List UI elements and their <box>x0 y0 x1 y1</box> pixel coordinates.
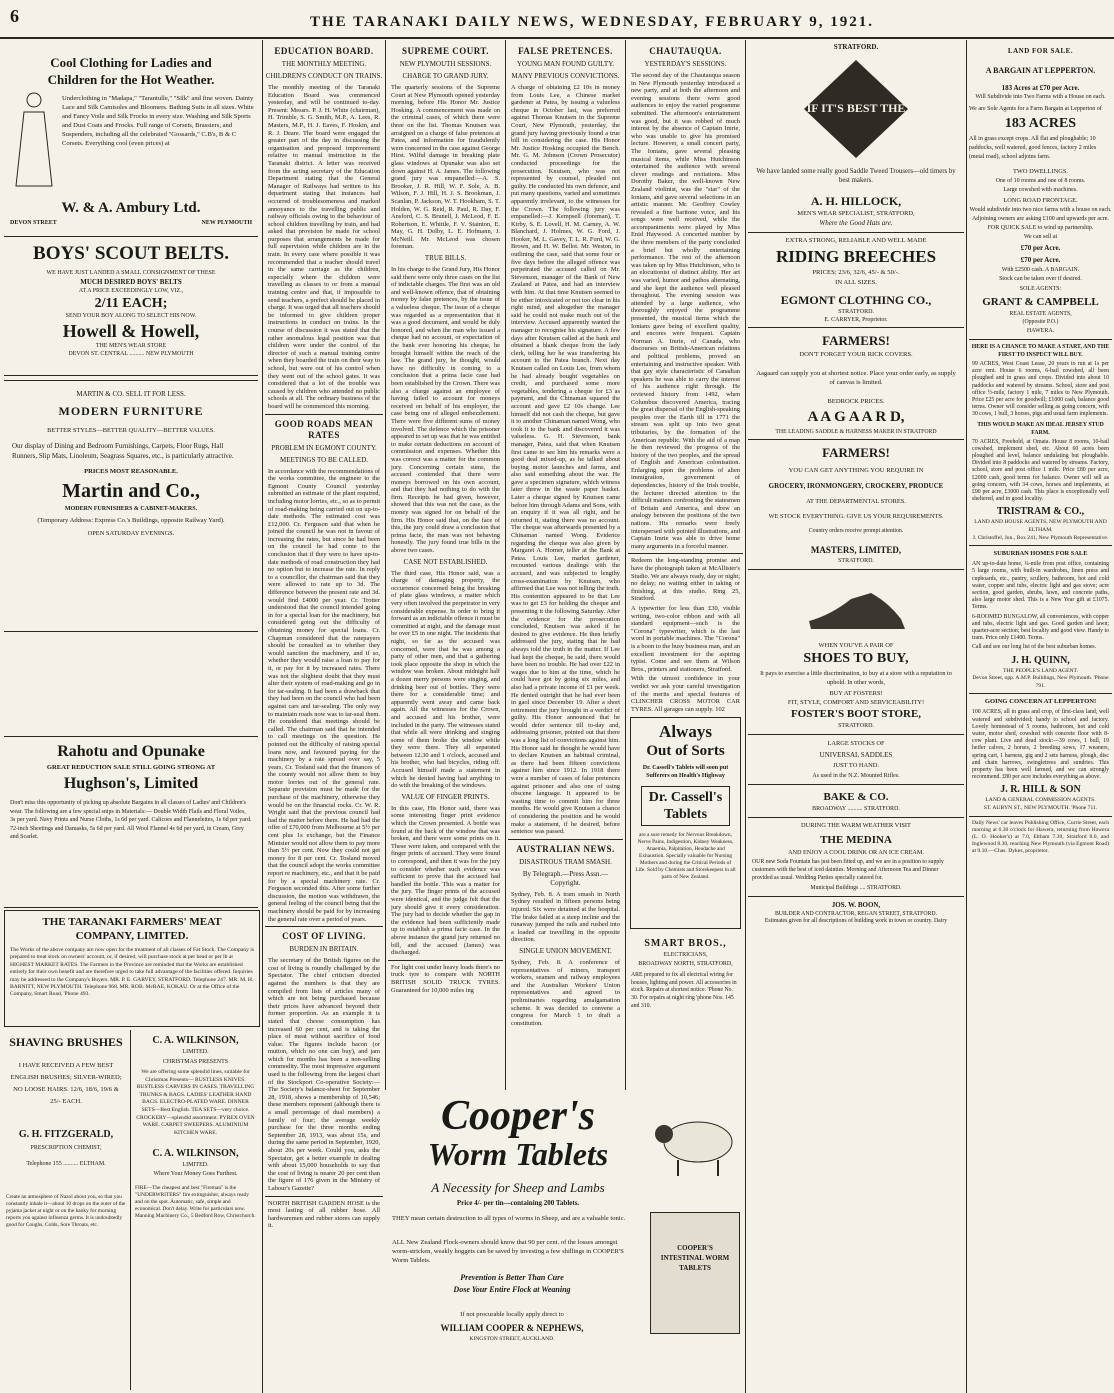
masters-items: GROCERY, IRONMONGERY, CROCKERY, PRODUCE <box>768 481 944 490</box>
quinn-ad <box>969 549 1112 690</box>
lepperton-headline: A BARGAIN AT LEPPERTON. <box>985 66 1096 75</box>
hill-text: 100 ACRES, all in grass and crop, of first-class land, well watered and subdivided; handy to school and factory. Lovely homestead of 5 rooms, bathroom, hot and cold water, motor shed, cowshed with concrete floor with 8-cow plant. Live and dead stock:—39 cows, 1 bull, 19 heifer calves, 2 horses, 2 breeding sows, 17 weaners, spring cart, 1 harness, gig and 2 sets harness, plough, disc and chain harrows, swingletrees and sundries. This property has been well farmed, and we can strongly recommend. £80 per acre includes everything as above. <box>972 709 1109 781</box>
column-6 <box>748 42 964 1390</box>
egmont-city: STRATFORD. <box>838 308 874 315</box>
tyres-ad: For light cost under heavy loads there's no truck tyre to compare with NORTH BRITISH SOLID TRUCK TYRES. Guaranteed for 10,000 miles ing <box>391 963 500 994</box>
shoe-illustration <box>801 579 911 639</box>
fitzgerald-ad <box>4 1030 128 1390</box>
egmont-ad <box>748 236 964 324</box>
column-rule <box>745 40 746 1393</box>
news-car-notice: Daily News' car leaves Publishing Office, Currie Street, each morning at 6.30 o'clock for Hawera, returning from Hawera (L. O. Hooker's) at 7.0, Eltham 7.30, Stratford 8.0, and Inglewood 8.30, reaching New Plymouth (via Egmont Road) at 9.10.—Chas. Dykes, proprietor. <box>972 819 1109 854</box>
wilkinson-text: We are offering some splendid lines, suitable for Christmas Presents— RUSTLESS KNIVES. RUSTLESS CARVERS IN CASES. TRAVELLING TRUNKS & BAGS. LADIES' LEATHER HAND BAGS. ELECTRO-PLATED WARE. DINNER SETS—Best English. TEA SETS—very choice. CROCKERY—splendid assortment. PYREX OVEN WARE. CARPET SWEEPERS. ALUMINIUM KITCHEN WARE. <box>136 1069 255 1136</box>
wilkinson-tagline: Where Your Money Goes Furthest. <box>153 1171 238 1178</box>
meat-company-text: The Works of the above company are now open for the treatment of all classes of Fat Stock. The Company is prepared to treat stock on owners' account, or, if desired, will purchase stock at per head or per lb at HIGHEST MARKET RATES. The Farmers in the Province are reminded that the Works are established entirely for their own benefit and are therefore urged to take full advantage of the facilities offered. Inquiries may be addressed to the Company's Buyers. MR. P. E. GARVEY, STRATFORD. Telephone 247. MR. M. H. BARNITT, NEW PLYMOUTH. Telephone 968. MR. ROB. McRAE, KOKAU. Or at the Office of the Company, Smart Road, 'Phone 493. <box>10 947 255 998</box>
quinn-text-2: 6-ROOMED BUNGALOW, all conveniences, with copper and tubs, electric light and gas. Good garden and lawn; quarter-acre section; best locality and good view. Handy to tram. Price only £1400. Terms. <box>972 613 1109 642</box>
tristram-address: J. Christoffel, Jun., Box 241, New Plymouth Representative. <box>972 534 1109 541</box>
tristram-ad <box>969 343 1112 542</box>
lepperton-line-9: We can sell at <box>1023 234 1058 240</box>
chautauqua-body: The second day of the Chautauqua season in New Plymouth yesterday introduced a new party, and at both the afternoon and evening sessions there were good audiences to enjoy the varied programme submitted. The afternoon's entertainment was good, but it was robbed of much interest by the absence of Captain Imrie, who was unable to give his promised lecture. However, a small concert party, The Ionians, gave several pleasing musical items, while Miss Hutchinson entertained the audience with several clever readings and recitations. Miss Dorothy Baker, the well-known New Zealand violinist, was the "star" of the Ionians, and gave several selections in an artistic manner. Mr. Geoffrey Cowley revealed a fine baritone voice, and his songs were well received, while the accompaniments were played by Miss Enid Haywood. A concerted number by the three members of the party concluded a brief but wholly entertaining performance. The rest of the afternoon was taken up by Miss Hutchinson, who is an elocutionist of distinct ability. Her art was varied, humor and pathos alternating, and she kept the audience well pleased throughout. The evening session was attended by a large audience, who thoroughly enjoyed the programme presented, the musical items which the Ionians gave being of excellent quality, and encores were frequent. Captain Norman A. Imrie, of Canada, who discourses on British-American relations and political problems, proved an entertaining and instructive speaker. With that gay style characteristic of Canadian speakers he was able to carry the interest of his audience right through. He reviewed history from 1492, when Columbus discovered America, tracing the great dispersal of the English-speaking peoples over the Earth till in 1771 the stream was split up into two great tributaries, by the formation of the American republic. With the aid of a map he then reviewed the progress of the history of the two peoples, and the spread of English and American colonisation. Enlarging upon the problems of alien immigration, government of dependencies, history of the Irish trouble, the lecturer directed attention to the difficult matters confronting the statesmen of Britain and America, and drew an analogy between the positions of the two nations. His remarks were freely interspersed with pointed illustrations, and Captain Imrie was able to drive home many arguments in a forceful manner. <box>631 72 740 550</box>
cost-headline: COST OF LIVING. <box>282 931 366 942</box>
tristram-headline-2: THIS WOULD MAKE AN IDEAL JERSEY STUD FARM. <box>977 421 1104 436</box>
column-7 <box>969 42 1112 1390</box>
cassell-headline-1: Always <box>659 722 712 742</box>
quinn-headline: SUBURBAN HOMES FOR SALE <box>993 550 1088 558</box>
grant-campbell-sub: REAL ESTATE AGENTS, <box>1009 311 1072 317</box>
hillock-tagline: Where the Good Hats are. <box>819 218 893 227</box>
divider <box>748 569 964 570</box>
fitzgerald-headline: SHAVING BRUSHES <box>9 1035 123 1049</box>
roads-headline: GOOD ROADS MEAN RATES <box>274 418 374 440</box>
foster-line-1: BUY AT FOSTERS! <box>829 690 883 698</box>
masthead <box>0 0 1114 38</box>
column-5 <box>628 42 743 1088</box>
howell-ad <box>4 236 258 376</box>
coopers-tin-box <box>650 1212 740 1334</box>
masters-h1: FARMERS! <box>822 444 890 460</box>
wilkinson-heading: CHRISTMAS PRESENTS <box>162 1059 229 1065</box>
saddles-line-2: UNIVERSAL SADDLES <box>819 751 893 760</box>
egmont-line: EXTRA STRONG, RELIABLE AND WELL MADE <box>785 236 927 244</box>
divider <box>748 817 964 818</box>
foster-headline: SHOES TO BUY, <box>803 651 909 667</box>
lepperton-line-11: Stock can be taken over if desired. <box>999 276 1082 282</box>
medina-line-2: AND ENJOY A COOL DRINK OR AN ICE CREAM. <box>788 849 924 857</box>
wilkinson-footer: FIRE—The cheapest and best "Fireman" is the "UNDERWRITERS" fire extinguisher, always ready and on the spot. Automatic, safe, simple and economical. Don't delay. Write for particulars now. Manning Machinery Co., 5 Bedford Row, Christchurch. <box>135 1185 256 1220</box>
tristram-text-2: 70 ACRES, Freehold, at Omata. House 8 rooms, 10-bail cowshed, implement shed, etc. About 60 acres been ploughed and level, balance undulating but ploughable. Divided into 8 paddocks and watered by streams. Factory, school, store and post office 1 mile. Price £80 per acre, £2000 cash, good terms for balance. Owner will sell as going concern, with 34 cows, horses and implements, at £90 per acre, £3000 cash. This place is exceptionally well sheltered, and in good locality. <box>972 438 1109 503</box>
studio-ad: Redeem the long-standing promise and have the photograph taken at McAllister's Studio. We are always ready, day or night; no delay; no waiting either in taking or finishing, at this studio. Ring 25, Stratford. <box>631 557 740 603</box>
divider <box>748 734 964 735</box>
lepperton-line-8: FOR QUICK SALE to wind up partnership. <box>987 225 1094 231</box>
howell-line1: WE HAVE JUST LANDED A SMALL CONSIGNMENT OF THESE <box>46 270 216 276</box>
meat-company-headline: THE TARANAKI FARMERS' MEAT COMPANY, LIMITED. <box>42 916 222 942</box>
aagaard-h1: FARMERS! <box>822 332 890 348</box>
clincher-ad: With the utmost confidence in your verdict we ask your careful investigation of the merits and special features of CLINCHER CROSS MOTOR CAR TYRES. All garages can supply. 102 <box>631 675 740 713</box>
grant-campbell-city: HAWERA. <box>1026 328 1055 334</box>
aagaard-text: Aagaard can supply you at shortest notice. Place your order early, as supply of canvas is limited. <box>756 369 956 386</box>
lepperton-line-10: With £2500 cash. A BARGAIN. <box>1001 267 1080 273</box>
hughson-firm: Hughson's, Limited <box>63 775 199 792</box>
howell-line3: AT A PRICE EXCEEDINGLY LOW, VIZ., <box>78 288 184 294</box>
wilkinson-firm-2: C. A. WILKINSON, <box>152 1148 239 1160</box>
ambury-firm: W. & A. Ambury Ltd. <box>61 200 201 216</box>
tristram-headline: HERE IS A CHANCE TO MAKE A START, AND THE FIRST TO INSPECT WILL BUY. <box>971 344 1110 358</box>
coopers-price: Price 4/- per tin—containing 200 Tablets. <box>456 1199 580 1207</box>
smart-text: ARE prepared to fix all electrical wiring for houses, lighting and power. All accessories in stock. Repairs at shortest notice. 'Phone No. 30. For repairs at night ring 'phone Nos. 145 and 310. <box>631 972 737 1009</box>
coopers-footer: If not procurable locally apply direct to <box>460 1311 564 1318</box>
masters-city: STRATFORD. <box>838 557 874 564</box>
smart-sub: ELECTRICIANS, <box>663 952 708 959</box>
egmont-proprietor: E. CARRYER, Proprietor. <box>824 316 888 323</box>
sheep-illustration <box>650 1102 740 1182</box>
fitzgerald-footer: Create an atmosphere of Nazol about you, so that you constantly inhale it—about 10 drops on the outer of the pyjama jacket at night or on the hanky for morning reports you against influenza germs. It is undoubtedly good for Coughs, Colds, Sore Throats, etc. <box>6 1194 126 1228</box>
lepperton-text: All in grass except crops. All flat and ploughable; 10 paddocks, well watered, good fences, factory 2 miles (metal road), school adjoins farm. <box>969 136 1097 160</box>
bake-firm: BAKE & CO. <box>823 791 889 804</box>
foster-text-2: It pays to exercise a little discrimination, to buy at a store with a reputation to uphold. In other words, <box>760 670 952 686</box>
lepperton-heading-3: LONG ROAD FRONTAGE. <box>1003 197 1078 204</box>
ambury-headline: Cool Clothing for Ladies and Children for the Hot Weather. <box>47 55 215 87</box>
lepperton-line-6: Would subdivide into two nice farms with a house on each. <box>969 207 1112 213</box>
newspaper-title: THE TARANAKI DAILY NEWS, WEDNESDAY, FEBRUARY 9, 1921. <box>310 14 875 30</box>
masters-firm: MASTERS, LIMITED, <box>810 544 902 555</box>
foster-text: WHEN YOU'VE A PAIR OF <box>818 642 894 650</box>
howell-firm: Howell & Howell, <box>62 321 200 341</box>
column-rule <box>130 1030 131 1390</box>
court-sub3: TRUE BILLS. <box>424 254 467 263</box>
coopers-slogan-1: Prevention is Better Than Cure <box>460 1273 564 1282</box>
divider <box>265 1196 383 1197</box>
medina-address: Municipal Buildings .... STRATFORD. <box>810 885 902 892</box>
court-body3: The third case, His Honor said, was a charge of damaging property, the occurrence concerned being the breaking of plate glass windows, a matter which very often involved the perpetrator in very considerable expense. In order to bring it forward as an indictable offence it must be committed at night, and the damage must be over £5 in one night. The incidents that night, so far as the accused was concerned, were that he was among a party of other men, and that a gathering took place opposite the shop in which the window was broken. About midnight half a dozen merry persons were singing, and drinking beer out of bottles. They were there for a considerable time; and apparently went away and came back again. All the witnesses for the Crown, and accused and his brother, were included in the party. The witnesses stated that while all were drinking and singing some of them broke the window while they were there. They all separated between 12.30 and 1 o'clock, accused and his brother, who had bicycles, riding off. Accused himself made a statement in which he denied having had anything to do with the breaking of the windows. <box>391 569 501 790</box>
education-sub1: THE MONTHLY MEETING. <box>281 60 367 68</box>
hillock-firm: A. H. HILLOCK, <box>810 193 902 208</box>
divider <box>628 553 743 554</box>
masters-line: YOU CAN GET ANYTHING YOU REQUIRE IN <box>788 466 924 474</box>
cassell-line: Dr. Cassell's Tablets will soon put Sufferers on Health's Highway <box>642 765 729 780</box>
saddles-line-3: JUST TO HAND. <box>833 762 879 770</box>
martin-open: OPEN SATURDAY EVENINGS. <box>87 530 175 537</box>
lepperton-line-7: Adjoining owners are asking £100 and upwards per acre. <box>972 216 1109 222</box>
diamond-sign-icon <box>796 54 916 164</box>
sign-text: IF IT'S BEST THE <box>806 101 906 115</box>
lepperton-line-5: Large cowshed with machines. <box>1003 187 1078 193</box>
court-sub5: VALUE OF FINGER PRINTS. <box>401 792 490 801</box>
divider <box>388 960 503 961</box>
divider <box>748 232 964 233</box>
quinn-address: Devon Street, opp. A.M.P. Buildings, New Plymouth. 'Phone 791. <box>972 675 1109 689</box>
court-sub1: NEW PLYMOUTH SESSIONS. <box>399 60 492 68</box>
hughson-text: Don't miss this opportunity of picking up absolute Bargains in all classes of Ladies' and Children's wear. The following are a few special snips in Materials:— Double Width Flails and Floral Voiles, 3s per yard. Navy Prints and Nurse Cloths, 1s 6d per yard. Calicoes and Flannelettes, 1s 6d per yard. 72-inch Sheetings and Damasks, 5s 6d per yard. All Wool Flannel 4s 6d per yard, in Cream, Grey and Scarlet. <box>10 800 252 841</box>
howell-store: THE MEN'S WEAR STORE <box>95 343 167 349</box>
coopers-brand: Cooper's <box>440 1093 595 1139</box>
lepperton-heading-2: TWO DWELLINGS. <box>1012 168 1069 175</box>
column-3 <box>388 42 503 1088</box>
coopers-tagline: A Necessity for Sheep and Lambs <box>431 1180 605 1195</box>
cassell-text: are a sure remedy for Nervous Breakdown, Nerve Pains, Indigestion, Kidney Weakness, Anaemia, Palpitation, Headache and Exhaustion. Specially valuable for Nursing Mothers and during the Critical Periods of Life. Sold by Chemists and Storekeepers in all parts of New Zealand. <box>635 832 736 881</box>
egmont-firm: EGMONT CLOTHING CO., <box>780 292 932 307</box>
australian-sub1: DISASTROUS TRAM SMASH. <box>519 857 612 866</box>
tristram-text-1: 99 ACRES, West Coast Lease, 20 years to run at 1s per acre rent. House 6 rooms, 6-bail cowshed, all been ploughed and in grass and crops. Divided into about 10 paddocks and watered by streams. School, store and post office ½-mile, factory 1 mile, 7 miles to New Plymouth. Price £25 per acre for goodwill; £1000 cash, balance good terms. Owner will consider selling as going concern, with 30 cows, 1 bull, 3 horses, pigs and usual farm implements. <box>972 361 1109 418</box>
australian-headline: AUSTRALIAN NEWS. <box>516 843 615 854</box>
lepperton-ad <box>969 65 1112 336</box>
fraud-sub1: YOUNG MAN FOUND GUILTY. <box>516 60 615 68</box>
saddles-line-4: As used in the N.Z. Mounted Rifles. <box>812 773 900 780</box>
quinn-text-1: AN up-to-date home, ¼-mile from post office, containing 5 large rooms, with built-in wardrobes, linen press and cupboards, etc., pantry, scullery, bathroom, hot and cold water, copper and tubs, electric light and gas stove; acre section, good garden, shrubs, lawn, and concrete paths, also large motor shed. This is a New Year gift at £1075. Terms. <box>972 561 1109 611</box>
martin-text: Our display of Dining and Bedroom Furnishings, Carpets, Floor Rugs, Hall Runners, Slip Mats, Linoleum, Seagrass Squares, etc., is particularly attractive. <box>12 442 234 460</box>
lady-figure-illustration <box>12 90 56 190</box>
medina-line-1: DURING THE WARM WEATHER VISIT <box>801 822 911 830</box>
court-sub2: CHARGE TO GRAND JURY. <box>402 72 489 80</box>
court-body4: In this case, His Honor said, there was some interesting finger print evidence which the Crown presented. A bottle was found at the back of the window that was broken, and there were some prints on it. These were taken, and compared with the finger prints of accused. They were found to correspond, and then it was for the jury to consider whether such evidence was sufficient to prove that the accused had handled the bottle. This was a matter for the jury. The finger prints of the accused were identical, and the judge felt that the jury should give it every consideration. The jury had to decide whether the gap in the evidence had been sufficiently made up to establish a prima facie case. In the above instance the grand jury returned no bill, and the accused (James) was discharged. <box>391 804 500 957</box>
bake-ad <box>748 789 964 814</box>
wilkinson-firm: C. A. WILKINSON, <box>152 1035 239 1046</box>
lepperton-price-2: £70 per Acre. <box>1020 256 1061 264</box>
coopers-firm: WILLIAM COOPER & NEPHEWS, <box>440 1323 584 1333</box>
court-headline: SUPREME COURT. <box>401 46 490 56</box>
divider <box>508 839 623 840</box>
hillock-sub: MEN'S WEAR SPECIALIST, STRATFORD, <box>797 209 915 217</box>
lepperton-line-3: We are Sole Agents for a Farm Bargain at Lepperton of <box>969 106 1102 112</box>
aagaard-sub: THE LEADING SADDLE & HARNESS MAKER IN STRATFORD <box>775 428 937 435</box>
lepperton-line-1: 183 Acres at £70 per Acre. <box>1001 84 1080 92</box>
hillock-text: We have landed some really good Saddle Tweed Trousers—old timers by best makers. <box>756 167 956 184</box>
howell-line2: MUCH DESIRED BOYS' BELTS <box>80 278 182 286</box>
foster-city: STRATFORD. <box>838 723 874 730</box>
chautauqua-headline: CHAUTAUQUA. <box>649 46 722 56</box>
divider <box>265 926 383 927</box>
fraud-body: A charge of obtaining £2 10s in money from Louis Lee, a Chinese market gardener at Patea, by issuing a valueless cheque in October last, was preferred against Thomas Knutsen in the Supreme Court, New Plymouth, yesterday, the grand jury having previously found a true bill in considering the case. His Honor Mr. Justice Hosking occupied the Bench. Mr. G. M. Johnson (Crown Prosecutor) conducted proceedings for the prosecution. Knutsen, who was not represented by counsel, pleaded not guilty. He conducted his own defence, and put many questions, varied and sometimes apparently irrelevant, to the witnesses for the Crown. The following jury was empanelled:—J. Kempsell (foreman), T. Kirby, S. E. Lovell, H. M. Carney, A. W. Blanchard, J. Holmes, W. G. Ford, J. Hooker, M. L. Gavey, T. L. R. Ford, W. G. Brown, and H. W. Bellot. Mr. Weston, in outlining the case, said that some four or five days before the alleged offence was perpetrated the accused called on Mr. Stevenson, manager of the Bank of New Zealand at Patea, and had an interview with him. At that time Knutsen seemed to be either intoxicated or not too clear in his right mind, and altogether the manager said he could not make much out of the interview. Accused apparently wanted the manager to recognise his signature. A few days after Knutsen called at the bank and obtained a blank cheque from the lady clerk, telling her he was transferring his account to the Patea branch. Next day Knutsen called on Louis Lee, from whom he had already bought vegetables on credit, and purchased some more vegetables, tendering a cheque for £3 as payment, and the Chinaman squared the account and gave £2 10s change. Lee himself did not cash the cheque, but gave it to another Chinaman named Wong, who took it to the bank and discovered it was valueless. G. H. Stevenson, bank manager, Patea, said that when Knutsen first came to see him his remarks were a good deal mixed-up, as he talked about buying motor launches and farms, and also said something about the war. He gave a specimen signature, which witness later threw in the waste paper basket. Later a cheque signed by Knutsen came before him through Adams and Sons, with an enquiry if it was all right, and he returned it, stating there was no account. The cheque was afterwards presented by a Chinaman named Wong. Evidence regarding the cheque was also given by Margaret A. Horner, teller at the Bank at Patea. Louis Lee, market gardener, recounted various dealings with the accused, and was subjected to lengthy cross-examination by Knutsen, who affirmed that Lee was not telling the truth. His contention appeared to be that Lee was to get £3 for holding the cheque and presenting it the following Saturday. After the evidence for the prosecution concluded, Knutsen was asked if he desired to give evidence. He then briefly addressed the jury, stating that he had always told the truth in the matter. If Lee had kept the cheque, he said, there would have been no trouble. He had over £22 in wages due to him at the time, which he could have got by going six miles, and also had a private income of £1 per week. He denied outright that he had ever been in gaol since December 19. After a short retirement the jury brought in a verdict of guilty. His Honor announced that he would defer sentence till to-day and, addressing prisoner, pointed out that there was a long list of convictions against him. His Honor said he thought he would have to declare Knutsen an habitual criminal, as there had been fifteen convictions against him since 1912. In 1918 there were a number of cases of false pretences against prisoner and also one of using obscene language. It appeared to be wasting time to commit him for three months. He would give Knutsen a chance of considering the position and he would make a statement, if he desired, before sentence was passed. <box>511 84 620 836</box>
howell-price: 2/11 EACH; <box>94 296 168 311</box>
coopers-slogan-2: Dose Your Entire Flock at Weaning <box>453 1285 571 1294</box>
ambury-ad <box>4 50 258 230</box>
foster-ad <box>748 573 964 732</box>
column-rule <box>625 40 626 1090</box>
education-body: The monthly meeting of the Taranaki Education Board was commenced yesterday, and will be continued to-day. Present: Messrs. P. J. H. White (chairman), H. Trimble, S. G. Smith, M.P., A. Lees, R. Masters, M.P., H. J. Eaves, F. Hoskin, and R. J. Deare. The board were engaged the greater part of the day in discussing the organisation and proposed improvement relative to manual instruction in the Taranaki district. A letter was received from the acting secretary of the Education Department stating that the General Manager of Railways had written to his department stating that instances had occurred of troublesomeness and marked annoyance to the travelling public and railway officials owing to the behaviour of school children travelling by train, and had asked that provision be made for school purposes that arrangements be made for full supervision while children are in the train. In every case where possible it was recommended that a teacher should travel in the same carriage as the children, especially where the children were travelling as classes to or from a manual training centre and that, if impossible to send teachers, a prefect should be placed in charge. It was urged that all teachers should be informed to give children proper instructions in conduct on trains. In the course of discussion it was stated that the rather anomalous legal position was that children were under the control of the director of such a manual training centre when they boarded the train on their way to school, but were out of his control when they went out of the school gates. It was considered that a lot of the trouble was caused by children who attended no public schools at all. The ordinary business of the board will be commenced this morning. <box>268 84 380 410</box>
hillock-ad <box>756 54 956 229</box>
aagaard-ad <box>748 332 964 436</box>
lepperton-line-12: SOLE AGENTS: <box>1019 286 1062 292</box>
coopers-ad <box>388 1092 743 1390</box>
ambury-city: NEW PLYMOUTH <box>201 220 252 226</box>
martin-address: (Temporary Address: Express Co.'s Buildings, opposite Railway Yard). <box>37 517 225 524</box>
coopers-text-1: THEY mean certain destruction to all types of worms in Sheep, and are a valuable tonic. <box>392 1215 626 1222</box>
page-number: 6 <box>10 6 19 26</box>
divider <box>748 896 964 897</box>
coopers-address: KINGSTON STREET, AUCKLAND. <box>469 1336 555 1342</box>
hughson-ad <box>4 736 258 908</box>
australian-sub2: By Telegraph.—Press Assn.—Copyright. <box>522 869 609 887</box>
fitzgerald-sub: PRESCRIPTION CHEMIST, <box>30 1145 102 1151</box>
land-for-sale-label: LAND FOR SALE. <box>1007 47 1074 55</box>
aagaard-prices: BEDROCK PRICES. <box>827 397 885 405</box>
roads-body: In accordance with the recommendations of the works committee, the engineer to the Egmont County Council yesterday submitted an estimate of the plant required, including motor lorries, etc., so as to permit of road-making being carried out on up-to-date methods. The estimated cost was £12,000. Cr. Ferguson said that when he joined the council he was not in favour of increasing the rates, but since he had been on the council he had come to the conclusion that if they were to have up-to-date methods of road construction they had no option but to increase the rate. In reply to a councillor, the chairman said that they were allowed to rate up to 3d. The difference between the present rate and 3d. would find £4000 per year. Cr. Trotter understood that the council intended going in for a special loan for the machinery, but considered going out the difficulty of obtaining money for special loans. Cr. Chapman considered that the ratepayers should be consulted as to whether they would sanction the machinery, and if so, whether they would raise a loan to pay for it, or pay for it by increased rates. There was not the slightest doubt that they must alter their system of road-making and go in for tar-sealing. It had been a drawback that they had been on the council who had been against cars and tar-sealing. The only way to maintain roads now was to tar-seal them. He considered that meetings should be called. The chairman said that he intended to call meetings on the question. He pointed out the difficulty of raising special loans now, and favoured paying for the machinery by a rate spread over say, 5 years. Cr. Tosland said that the finances of the county would not allow them to buy motor lorries out of the general rate. Separate provision must be made for the purchase of the machinery, otherwise they would be on the financial rocks. Cr. W. R. Wright said that the previous council had had the matter before them. He had had the offer of £70,000 from Melbourne at 5½ per cent plus 1s exchange, but the Finance Minister would not allow them to pay more than 5½ per cent. Now they could not get money for 8 per cent. Cr. Tosland moved that the council adopt the works committee report re machinery, etc., and that it be paid for by a special machinery rate. Cr. Ferguson seconded this. After some further discussion, the motion was withdrawn, the general feeling of the council being that the machinery should be paid for by increasing the general rate over a period of years. <box>268 467 380 923</box>
boon-text: Estimates given for all descriptions of building work in town or country. Dairy <box>764 918 948 925</box>
coopers-box-label: COOPER'S INTESTINAL WORM TABLETS <box>660 1244 730 1272</box>
education-headline: EDUCATION BOARD. <box>274 46 374 56</box>
grant-campbell-sub-2: (Opposite P.O.) <box>1022 319 1059 325</box>
howell-headline: BOYS' SCOUT BELTS. <box>33 243 229 264</box>
hughson-sub: GREAT REDUCTION SALE STILL GOING STRONG AT <box>46 764 216 771</box>
divider <box>748 439 964 440</box>
smart-firm: SMART BROS., <box>644 938 727 950</box>
australian-body2: Sydney, Feb. 8. A conference of representatives of miners, transport workers, seamen and railway employees and the Australian Workers' Union representatives and agreed to preliminaries regarding amalgamation scheme. It was decided to convene a congress for March 1 to draft a constitution. <box>511 958 620 1027</box>
egmont-headline: RIDING BREECHES <box>775 246 937 266</box>
ambury-text: Underclothing in "Madapa," "Tarantulle," "Silk" and fine woven. Dainty Lace and Silk Camisoles and Bloomers. Bathing Suits in all sizes. White and Fancy Voile and Silk Frocks in every size. Washing and Silk Sports and Dust Coats and Frocks. Full range of Corsets, Brassiers, and Suspenders, including all the celebrated "Gossards," C.B's, B & C Corsets. Everything cool (even prices) at <box>62 95 254 147</box>
cost-body: The secretary of the British figures on the cost of living is roundly challenged by the Spectator. The chief criticism directed against the numbers is that they are compiled from lists of articles many of which are not being purchased because their prices have advanced beyond their former proportion. As an example it is stated that cheese consumption has increased 60 per cent, and is taking the place of meat without sacrifice of food value. The figures include bacon (or mutton, which no one can buy), and jam which for months has been a non-selling commodity. The most impressive argument used is the following from the largest chart of the Stockport Co-operative Society:—The Society's balance-sheet for September 28, 1918, shows a membership of 10,546; these members represent (although there is a small percentage of dual members) a family of four; the average weekly purchase for the three months ending September 28, 1913, was about 15s, and during the same period in September, 1920, about 20s per week. Could you, asks the Spectator, get a better example in dealing with about 15,000 households to say that the cost of living is nearer 20 per cent than the figure of 176 given in the Ministry of Labour's Gazette? <box>268 957 380 1192</box>
fraud-headline: FALSE PRETENCES. <box>518 46 613 56</box>
column-4 <box>508 42 623 1088</box>
masthead-rule <box>0 37 1114 39</box>
education-sub2: CHILDREN'S CONDUCT ON TRAINS. <box>265 72 383 80</box>
egmont-sizes: IN ALL SIZES. <box>835 278 877 286</box>
boon-firm: JOS. W. BOON, <box>831 901 881 910</box>
lepperton-line-2: Will Subdivide into Two Farms with a House on each. <box>975 94 1106 100</box>
court-body: The quarterly sessions of the Supreme Court at New Plymouth opened yesterday morning, before His Honor Mr. Justice Hosking. A commencement was made on the criminal cases, of which there were three on the list. Thomas Knutsen was arraigned on a charge of false pretences at Patea, and information for fraudulently were concerned in the case against George Hirst. Wilful damage in breaking plate glass windows at Opunake was also set down against H. A. James. The following grand jury was empanelled:—A. S. Brooker, J. R. Hill, W. F. Sole, A. B. Wilson, F. J. Hill, H. J. S. Brookman, J. Scanlan, P. Jackson, W. T. Hookham, S. T. Holden, W. G. Reid, R. Paul, R. Day, F. Ansford, C. S. Brunell, J. McLeod, F. E. Robertson, E. Whittle, F. V. Stainton, E. May, G. H. Dolby, L. E. Hofmann, J. McNeill. Mr. McLeod was chosen foreman. <box>391 84 500 251</box>
ambury-street: DEVON STREET <box>10 220 57 226</box>
martin-prices: PRICES MOST REASONABLE. <box>84 468 178 475</box>
cassell-brand: Dr. Cassell's Tablets <box>641 786 730 826</box>
column-rule <box>505 40 506 1090</box>
fitzgerald-text: I HAVE RECEIVED A FEW BEST ENGLISH BRUSHES; SILVER-WIRED; NO LOOSE HAIRS. 12/6, 18/6, 19/6 & 25/- EACH. <box>10 1062 122 1105</box>
quinn-firm: J. H. QUINN, <box>1011 654 1070 666</box>
boon-ad <box>748 900 964 926</box>
masters-ad <box>748 444 964 566</box>
martin-sub: MODERN FURNISHERS & CABINET-MAKERS. <box>64 506 198 512</box>
wilkinson-sub: LIMITED. <box>182 1049 209 1055</box>
fitzgerald-address: Telephone 155 .......... ELTHAM. <box>26 1161 106 1167</box>
foster-firm: FOSTER'S BOOT STORE, <box>790 708 922 721</box>
foster-line-2: FIT, STYLE, COMFORT AND SERVICEABILITY! <box>787 699 925 707</box>
cost-sub: BURDEN IN BRITAIN. <box>289 945 359 954</box>
martin-ad <box>4 380 258 632</box>
wilkinson-sub-2: LIMITED. <box>182 1162 209 1169</box>
masters-line-2: AT THE DEPARTMENTAL STORES. <box>806 497 906 505</box>
masters-line-3: Country orders receive prompt attention. <box>808 527 904 534</box>
column-rule <box>262 40 263 1393</box>
cassell-ad <box>630 717 741 929</box>
tristram-firm: TRISTRAM & CO., <box>996 506 1085 518</box>
masters-text: WE STOCK EVERYTHING. GIVE US YOUR REQUIREMENTS. <box>768 512 944 520</box>
cassell-headline-2: Out of Sorts <box>646 743 725 760</box>
wilkinson-ad <box>133 1030 258 1390</box>
medina-ad <box>748 821 964 893</box>
court-body2: In his charge to the Grand Jury, His Honor said there were only three cases on the list of indictable charges. The first was an old and well-known offence, that of obtaining money by false pretences, by the issue of a valueless cheque. The issue of a cheque was regarded as a representation that it was a good document, and would be duly honored, and when the man who issued a cheque had no account, or expectation of the bank ever honoring his cheque, he brought himself within the reach of the law. The grand jury, he thought, would have no difficulty in coming to a conclusion that a prima facie case had been established by the Crown. There was also a charge against an employee of having failed to account for moneys received on behalf of his employer, the case being one of alleged embezzlement. There were five different sums of money involved. The defence which the prisoner appeared to set up was that he was entitled to make certain deductions on account of commission and expenses. Whether this was correct was a matter for the common jury. Concerning certain sums, the accused contended that there were moneys borrowed on his own account, and that they had nothing to do with the firm. Receipts he had given, however, showed that this was not the case, as the money was signed for on behalf of the firm. His Honor said that, on the face of this, the jury could draw a conclusion that prima facie, the man was not behaving honestly. The jury found true bills in the above two cases. <box>391 266 500 555</box>
hughson-headline: Rahotu and Opunake <box>57 743 205 760</box>
smart-address: BROADWAY NORTH, STRATFORD, <box>638 961 733 968</box>
australian-sub3: SINGLE UNION MOVEMENT. <box>519 946 612 955</box>
medina-text: OUR new Soda Fountain has just been fitted up, and we are in a position to supply customers with the best of iced dainties. Morning and Afternoon Tea and Dinner provided as usual. Wedding Parties specially catered for. <box>752 859 944 881</box>
grant-campbell-firm: GRANT & CAMPBELL <box>982 296 1099 308</box>
martin-firm: Martin and Co., <box>62 480 200 502</box>
hill-sub: LAND & GENERAL COMMISSION AGENTS. <box>985 797 1096 804</box>
fitzgerald-firm: G. H. FITZGERALD, <box>18 1129 114 1140</box>
australian-body: Sydney, Feb. 8. A tram smash in North Sydney resulted in fifteen persons being injured. Six were detained at the hospital. The brake failed at a steep incline and the runaway jumped the rails and rushed into a loaded car travelling in the opposite direction. <box>511 890 620 944</box>
roads-sub1: PROBLEM IN EGMONT COUNTY. <box>271 443 377 452</box>
roads-sub2: MEETINGS TO BE CALLED. <box>279 455 369 464</box>
fraud-sub2: MANY PREVIOUS CONVICTIONS. <box>511 72 620 80</box>
lepperton-line-4: One of 10 rooms and one of 8 rooms. <box>995 178 1086 184</box>
divider <box>748 327 964 328</box>
meat-company-ad <box>4 910 260 1027</box>
hose-ad: NORTH BRITISH GARDEN HOSE is the most lasting of all rubber hose. All hardwaremen and rubber stores can supply it. <box>268 1199 380 1230</box>
hill-address: ST. AUBYN ST., NEW PLYMOUTH. 'Phone 711. <box>983 805 1098 812</box>
martin-tagline: BETTER STYLES—BETTER QUALITY—BETTER VALUES. <box>47 427 215 434</box>
divider <box>969 693 1112 694</box>
aagaard-line: DON'T FORGET YOUR RICK COVERS. <box>799 350 913 358</box>
divider <box>969 339 1112 340</box>
martin-headline: MODERN FURNITURE <box>58 404 204 418</box>
tristram-sub: LAND AND HOUSE AGENTS, NEW PLYMOUTH AND ELTHAM. <box>974 519 1107 534</box>
howell-address: DEVON ST. CENTRAL .......... NEW PLYMOUTH <box>68 351 194 357</box>
divider <box>969 545 1112 546</box>
quinn-text-3: Call and see our long list of the best suburban homes. <box>972 644 1097 651</box>
saddles-ad <box>748 739 964 781</box>
column-rule <box>385 40 386 1090</box>
column-2 <box>265 42 383 1390</box>
hill-ad <box>969 697 1112 854</box>
hill-firm: J. R. HILL & SON <box>1000 784 1081 796</box>
divider <box>969 816 1112 817</box>
martin-top: MARTIN & CO. SELL IT FOR LESS. <box>76 390 186 398</box>
column-rule <box>966 40 967 1393</box>
stratford-label: STRATFORD. <box>833 43 879 51</box>
divider <box>748 784 964 785</box>
lepperton-price-1: £70 per Acre. <box>1020 244 1061 252</box>
corona-ad: A typewriter for less than £30, visible writing, two-color ribbon and with all standard equipment—such is the "Corona" typewriter, which is the last word in portable machines. The "Corona" is a boon to the busy business man, and an excellent investment for the aspiring typist. Come and see them at Wilson Bros., printers and stationers, Stratford. <box>631 604 740 673</box>
coopers-text-2: ALL New Zealand Flock-owners should know that 90 per cent. of the losses amongst worm-stricken, weakly hoggets can be saved by investing a few shillings in COOPER'S Worm Tablets. <box>392 1239 624 1264</box>
boon-sub: BUILDER AND CONTRACTOR, REGAN STREET, STRATFORD. <box>774 911 938 918</box>
lepperton-acres: 183 ACRES <box>1004 116 1077 131</box>
quinn-sub: THE PEOPLE'S LAND AGENT. <box>1003 667 1078 674</box>
divider <box>265 414 383 415</box>
chautauqua-sub: YESTERDAY'S SESSIONS. <box>644 60 727 68</box>
egmont-prices: PRICES: 23/6, 32/6, 45/- & 50/-. <box>812 268 900 276</box>
aagaard-firm: A A G A A R D, <box>807 408 905 425</box>
coopers-brand-2: Worm Tablets <box>427 1136 609 1172</box>
hill-headline: GOING CONCERN AT LEPPERTON! <box>984 698 1097 706</box>
saddles-line-1: LARGE STOCKS OF <box>827 740 885 748</box>
bake-address: BROADWAY .......... STRATFORD. <box>812 806 900 813</box>
court-sub4: CASE NOT ESTABLISHED. <box>403 557 488 566</box>
howell-line4: SEND YOUR BOY ALONG TO SELECT HIS NOW. <box>65 313 197 319</box>
smart-ad <box>628 937 743 1037</box>
medina-firm: THE MEDINA <box>820 834 892 847</box>
